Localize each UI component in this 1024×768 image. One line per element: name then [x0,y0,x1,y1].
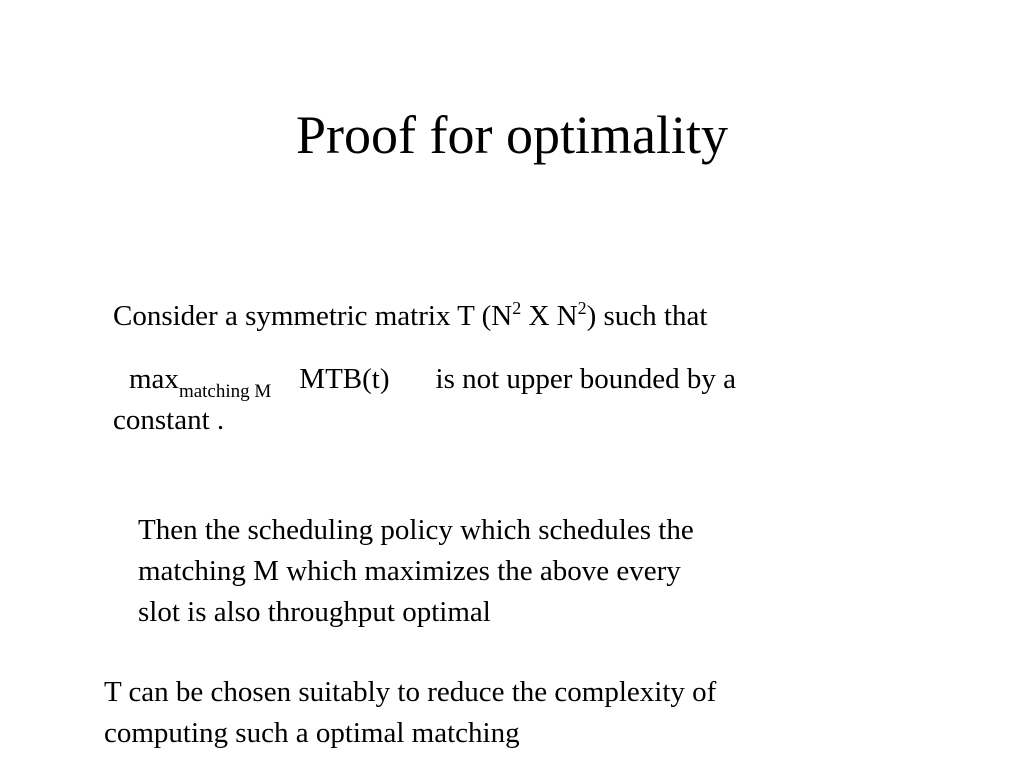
scheduling-line-1: Then the scheduling policy which schedules the [138,514,694,546]
scheduling-policy-text [138,510,694,633]
max-condition-text [113,359,736,441]
max-condition-line-2: constant . [113,404,225,436]
para1-post: ) such that [586,300,708,332]
complexity-text [104,672,716,754]
mtb-term: MTB(t) [299,363,390,395]
max-condition-line-1 [113,359,736,400]
scheduling-line-3: slot is also throughput optimal [138,596,491,628]
para1-pre: Consider a symmetric matrix T (N [113,300,513,332]
complexity-line-1: T can be chosen suitably to reduce the complexity of [104,676,717,708]
scheduling-line-2: matching M which maximizes the above every [138,555,681,587]
para1-superscript-2: 2 [577,298,587,318]
slide-title: Proof for optimality [296,105,728,165]
matrix-definition-text [113,296,707,337]
para1-mid: X N [521,300,578,332]
complexity-line-2: computing such a optimal matching [104,717,520,749]
max-subscript: matching M [178,381,272,402]
para1-superscript-1: 2 [512,298,522,318]
max-word: max [129,363,179,395]
max-condition-tail: is not upper bounded by a [435,363,736,395]
